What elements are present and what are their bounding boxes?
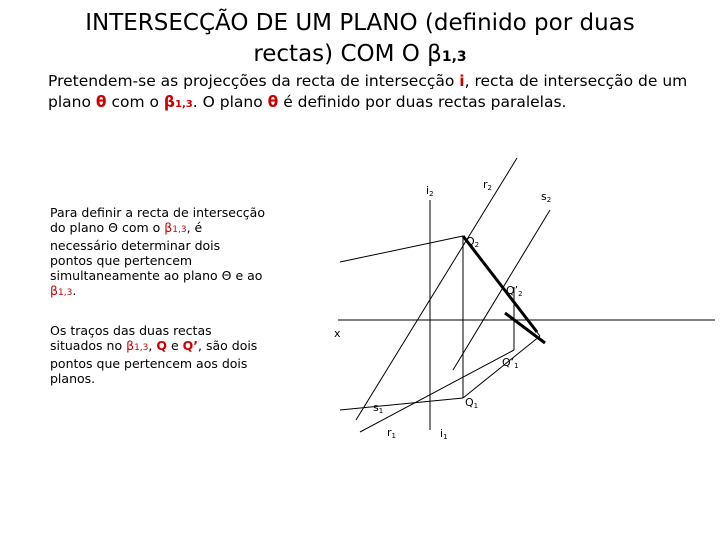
side1-beta-1: β bbox=[164, 220, 173, 235]
intro-text-3: com o bbox=[106, 93, 164, 111]
label-r2: r2 bbox=[483, 178, 492, 192]
title-subscript: 1,3 bbox=[441, 49, 467, 65]
side1-text-1: Para definir a recta de intersecção do plano Θ com o bbox=[50, 205, 265, 235]
line-s1 bbox=[340, 398, 463, 410]
side2-text-3: e bbox=[167, 338, 183, 353]
line-r1 bbox=[360, 350, 514, 432]
line-q2-ref bbox=[340, 236, 463, 262]
label-i1: i1 bbox=[440, 427, 448, 441]
side1-beta-1-sub: 1,3 bbox=[172, 225, 187, 235]
title-line-2-text: rectas) COM O β bbox=[253, 41, 442, 67]
label-Q1: Q1 bbox=[465, 396, 479, 410]
intro-theta-1: θ bbox=[95, 93, 107, 111]
side2-text-2: , bbox=[148, 338, 157, 353]
line-r2 bbox=[356, 158, 517, 420]
intro-i: i bbox=[459, 72, 465, 90]
intro-text-1: Pretendem-se as projecções da recta de intersecção bbox=[48, 72, 460, 90]
side1-beta-2: β bbox=[50, 283, 58, 298]
label-x-axis: x bbox=[334, 327, 341, 340]
title-line-1: INTERSECÇÃO DE UM PLANO (definido por duas bbox=[85, 10, 635, 36]
intro-text-2: , recta de intersecção de um plano bbox=[48, 72, 688, 111]
line-s2 bbox=[453, 210, 550, 370]
side2-q-prime: Q’ bbox=[182, 338, 199, 353]
side2-text-4: , são dois pontos que pertencem aos dois planos. bbox=[50, 338, 258, 386]
intro-beta: β bbox=[163, 93, 176, 111]
side1-text-3: . bbox=[72, 283, 77, 298]
label-s1: s1 bbox=[373, 401, 384, 415]
side1-text-2: , é necessário determinar dois pontos que pertencem simultaneamente ao plano Θ e ao bbox=[50, 220, 263, 283]
side2-beta-sub: 1,3 bbox=[134, 343, 149, 353]
side2-q: Q bbox=[156, 338, 167, 353]
side2-beta: β bbox=[126, 338, 135, 353]
label-Qprime1: Q’1 bbox=[502, 356, 519, 370]
label-Q2: Q2 bbox=[466, 235, 480, 249]
intro-theta-2: θ bbox=[267, 93, 279, 111]
label-Qprime2: Q’2 bbox=[506, 284, 523, 298]
label-s2: s2 bbox=[541, 190, 552, 204]
intro-text-5: é definido por duas rectas paralelas. bbox=[278, 93, 567, 111]
intro-beta-sub: 1,3 bbox=[175, 99, 193, 110]
label-i2: i2 bbox=[426, 184, 434, 198]
side1-beta-2-sub: 1,3 bbox=[57, 288, 73, 298]
side2-text-1: Os traços das duas rectas situados no bbox=[50, 323, 212, 353]
label-r1: r1 bbox=[387, 426, 396, 440]
intro-text-4: . O plano bbox=[192, 93, 268, 111]
